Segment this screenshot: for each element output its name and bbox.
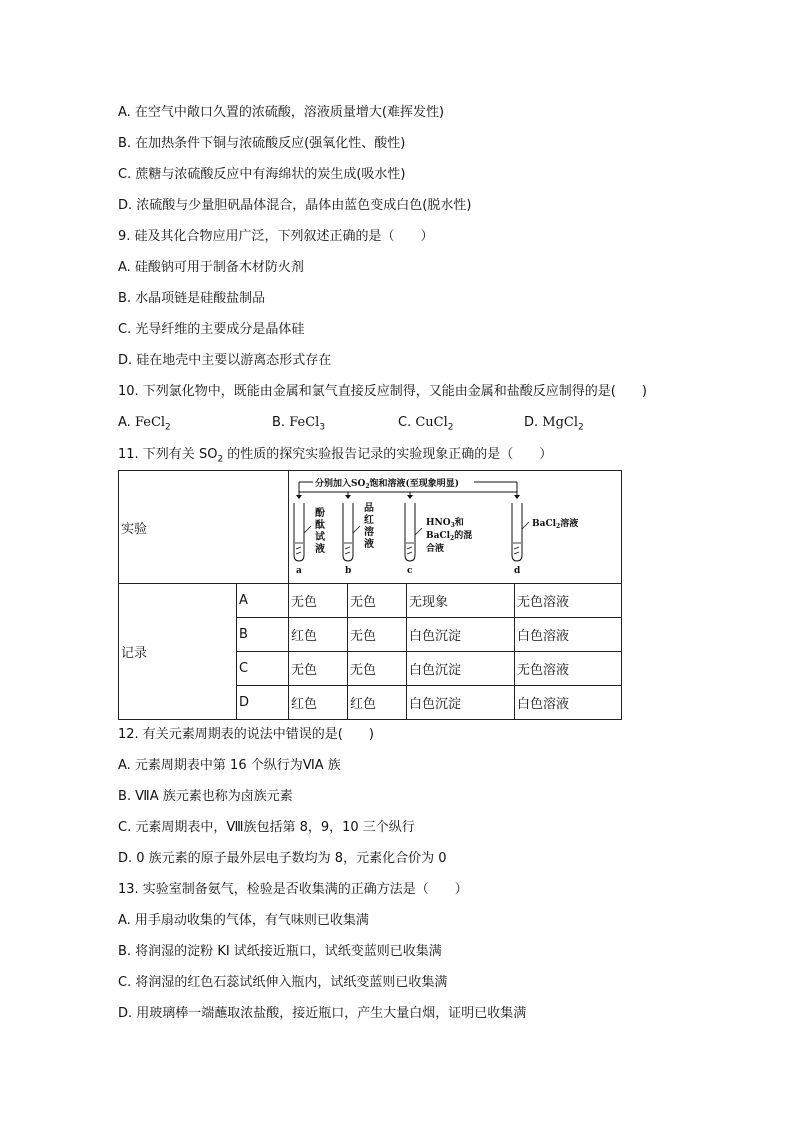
reagent-a-1: 酚: [315, 508, 325, 519]
arrow-d: [514, 495, 520, 499]
experiment-figure-cell: [289, 471, 622, 584]
label-pointer-d: [522, 522, 529, 529]
q10-option-d: D. MgCl$_2$: [524, 415, 584, 433]
record-cell: 白色沉淀: [407, 686, 515, 720]
record-option: A: [237, 584, 289, 618]
test-tube-c: [405, 503, 415, 561]
reagent-a-2: 酞: [315, 520, 325, 531]
test-tube-figure: [289, 471, 620, 579]
q12-option-c: C. 元素周期表中，Ⅷ族包括第 8，9，10 三个纵行: [118, 820, 415, 835]
record-cell: 无色: [289, 652, 348, 686]
reagent-b-4: 液: [364, 539, 374, 550]
reagent-c-line2: BaCl$_2$的混: [426, 531, 473, 542]
reagent-c-line3: 合液: [426, 544, 445, 554]
q13-option-a: A. 用手扇动收集的气体，有气味则已收集满: [118, 913, 369, 928]
q9-option-b: B. 水晶项链是硅酸盐制品: [118, 291, 266, 306]
q12-option-d: D. 0 族元素的原子最外层电子数均为 8，元素化合价为 0: [118, 851, 447, 866]
test-tube-a: [294, 503, 304, 561]
q13-option-b: B. 将润湿的淀粉 KI 试纸接近瓶口，试纸变蓝则已收集满: [118, 944, 442, 959]
q13-stem: 13. 实验室制备氨气，检验是否收集满的正确方法是（ ）: [118, 882, 468, 897]
label-pointer-c: [415, 528, 422, 535]
q13-option-d: D. 用玻璃棒一端蘸取浓盐酸，接近瓶口，产生大量白烟，证明已收集满: [118, 1006, 527, 1021]
experiment-row-label: 实验: [119, 471, 289, 584]
q13-option-c: C. 将润湿的红色石蕊试纸伸入瓶内，试纸变蓝则已收集满: [118, 975, 448, 990]
tube-label-c: c: [407, 566, 413, 576]
record-cell: 红色: [289, 618, 348, 652]
tube-label-b: b: [345, 566, 352, 576]
q8-option-a: A. 在空气中敞口久置的浓硫酸，溶液质量增大(难挥发性): [118, 105, 445, 120]
q11-stem: 11. 下列有关 $SO_2$ 的性质的探究实验报告记录的实验现象正确的是（ ）: [118, 447, 553, 465]
record-row-label: 记录: [119, 584, 237, 720]
test-tube-d: [512, 503, 522, 561]
q8-option-b: B. 在加热条件下铜与浓硫酸反应(强氧化性、酸性): [118, 136, 406, 151]
q11-experiment-table: [118, 470, 622, 720]
tube-label-a: a: [296, 566, 302, 576]
reagent-b-2: 红: [364, 515, 374, 526]
q10-option-a: A. FeCl$_2$: [118, 415, 171, 433]
reagent-a-3: 试: [315, 532, 325, 543]
arrow-b: [345, 495, 351, 499]
reagent-d: BaCl$_2$溶液: [532, 519, 579, 530]
label-pointer-b: [353, 526, 360, 533]
record-cell: 白色溶液: [515, 686, 622, 720]
record-cell: 无色: [289, 584, 348, 618]
q8-option-d: D. 浓硫酸与少量胆矾晶体混合，晶体由蓝色变成白色(脱水性): [118, 198, 472, 213]
q10-option-b: B. FeCl$_3$: [272, 415, 326, 433]
q9-option-c: C. 光导纤维的主要成分是晶体硅: [118, 322, 305, 337]
q8-option-c: C. 蔗糖与浓硫酸反应中有海绵状的炭生成(吸水性): [118, 167, 406, 182]
record-cell: 白色溶液: [515, 618, 622, 652]
record-cell: 无现象: [407, 584, 515, 618]
reagent-b-3: 溶: [364, 527, 374, 538]
q12-option-b: B. ⅦA 族元素也称为卤族元素: [118, 789, 293, 804]
reagent-c-line1: $HNO_3$和: [426, 518, 464, 529]
reagent-b-1: 品: [364, 503, 374, 514]
arrow-c: [407, 495, 413, 499]
record-cell: 无色溶液: [515, 584, 622, 618]
record-option: B: [237, 618, 289, 652]
q10-stem: 10. 下列氯化物中，既能由金属和氯气直接反应制得，又能由金属和盐酸反应制得的是( ): [118, 384, 647, 399]
record-cell: 白色沉淀: [407, 652, 515, 686]
record-option: D: [237, 686, 289, 720]
tube-label-d: d: [514, 566, 521, 576]
record-cell: 无色: [348, 584, 407, 618]
record-cell: 无色: [348, 618, 407, 652]
figure-header: 分别加入$SO_2$饱和溶液(至现象明显): [315, 479, 460, 490]
record-option: C: [237, 652, 289, 686]
q9-option-d: D. 硅在地壳中主要以游离态形式存在: [118, 353, 332, 368]
q9-stem: 9. 硅及其化合物应用广泛，下列叙述正确的是（ ）: [118, 229, 434, 244]
q10-option-c: C. CuCl$_2$: [398, 415, 454, 433]
test-tube-b: [343, 503, 353, 561]
arrow-a: [296, 495, 302, 499]
record-cell: 红色: [348, 686, 407, 720]
q12-option-a: A. 元素周期表中第 16 个纵行为ⅥA 族: [118, 758, 341, 773]
q9-option-a: A. 硅酸钠可用于制备木材防火剂: [118, 260, 304, 275]
record-cell: 白色沉淀: [407, 618, 515, 652]
label-pointer-a: [304, 526, 311, 533]
record-cell: 无色: [348, 652, 407, 686]
record-cell: 红色: [289, 686, 348, 720]
q12-stem: 12. 有关元素周期表的说法中错误的是( ): [118, 727, 374, 742]
reagent-a-4: 液: [315, 544, 325, 555]
record-cell: 无色溶液: [515, 652, 622, 686]
